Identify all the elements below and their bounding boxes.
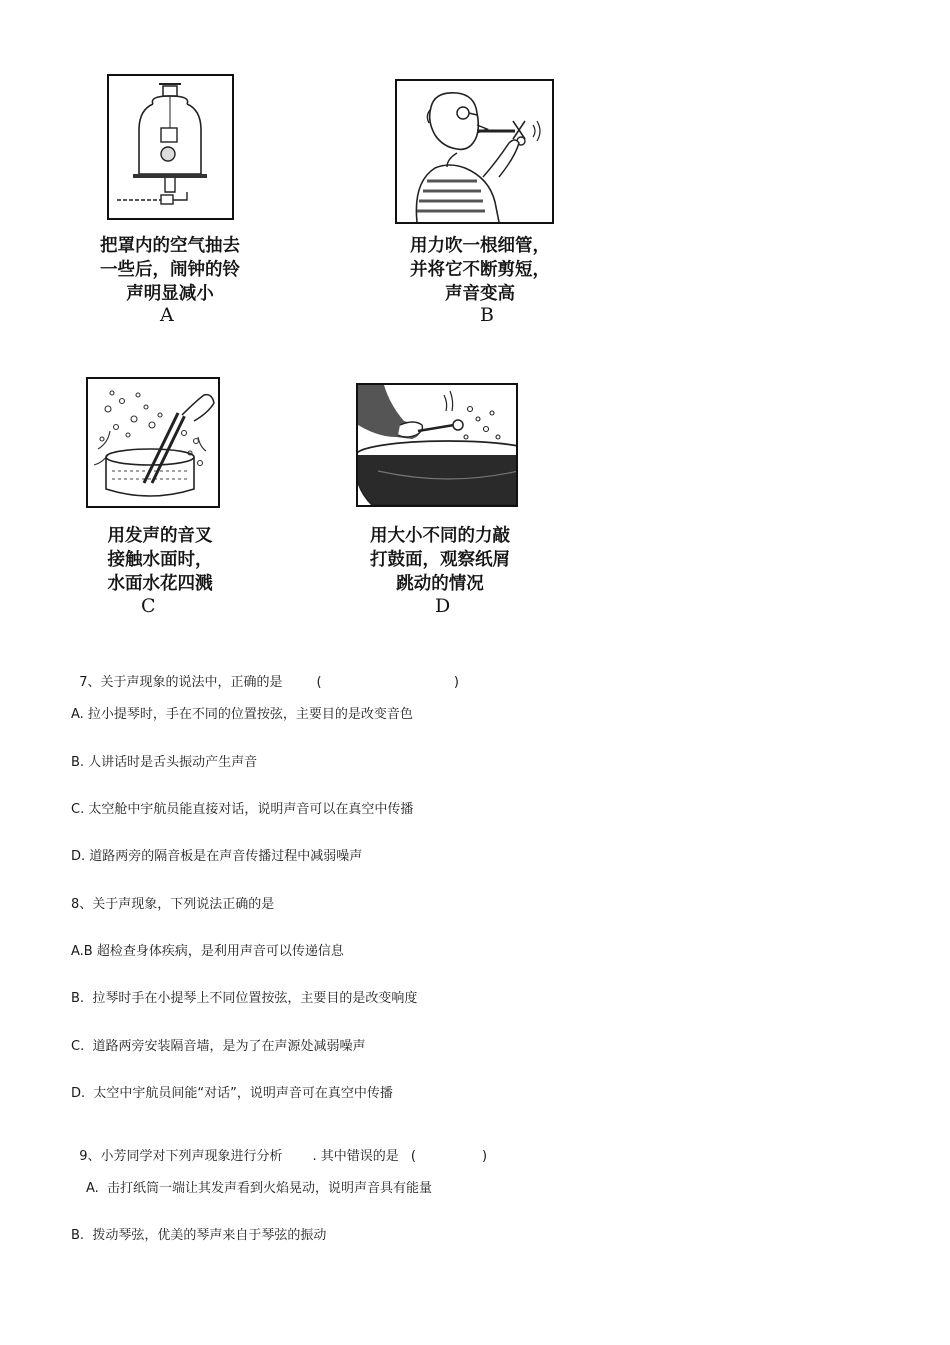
- question-8-stem: 8、关于声现象，下列说法正确的是: [71, 897, 275, 912]
- question-8-option-c: C. 道路两旁安装隔音墙，是为了在声源处减弱噪声: [71, 1039, 366, 1054]
- caption-line: 水面水花四溅: [107, 574, 213, 594]
- caption-line: 用发声的音叉: [107, 526, 213, 546]
- figure-b-label: B: [480, 304, 494, 326]
- figure-b-caption: [390, 234, 570, 306]
- caption-line: 用大小不同的力敲: [370, 526, 510, 546]
- figure-c-illustration: [86, 377, 220, 508]
- caption-line: 接触水面时，: [107, 550, 213, 570]
- question-8-option-d: D. 太空中宇航员间能“对话”，说明声音可在真空中传播: [71, 1086, 393, 1101]
- question-text-continued: . 其中错误的是: [312, 1149, 399, 1164]
- question-7-option-b: B. 人讲话时是舌头振动产生声音: [71, 755, 258, 770]
- answer-blank: ( ): [316, 675, 459, 690]
- question-7-option-d: D. 道路两旁的隔音板是在声音传播过程中减弱噪声: [71, 849, 363, 864]
- figure-c-label: C: [141, 595, 156, 617]
- bell-jar-icon: [109, 76, 232, 218]
- caption-line: 声明显减小: [126, 284, 214, 304]
- figure-a-caption: [80, 234, 260, 306]
- caption-line: 一些后，闹钟的铃: [100, 260, 240, 280]
- figure-d-label: D: [435, 595, 451, 617]
- question-7-option-c: C. 太空舱中宇航员能直接对话，说明声音可以在真空中传播: [71, 802, 414, 817]
- figure-d-caption: [350, 524, 530, 596]
- question-8-option-b: B. 拉琴时手在小提琴上不同位置按弦，主要目的是改变响度: [71, 991, 418, 1006]
- question-9-stem: [71, 1130, 487, 1164]
- question-9-option-b: B. 拨动琴弦，优美的琴声来自于琴弦的振动: [71, 1228, 327, 1243]
- caption-line: 用力吹一根细管，: [410, 236, 550, 256]
- man-blowing-tube-icon: [397, 81, 552, 222]
- question-text: 9、小芳同学对下列声现象进行分析: [79, 1149, 283, 1164]
- figure-a-label: A: [160, 304, 174, 326]
- figure-c-caption: [80, 524, 240, 596]
- figure-b-illustration: [395, 79, 554, 224]
- caption-line: 打鼓面，观察纸屑: [370, 550, 510, 570]
- question-text: 7、关于声现象的说法中，正确的是: [79, 675, 283, 690]
- caption-line: 跳动的情况: [396, 574, 484, 594]
- figure-d-illustration: [356, 383, 518, 507]
- question-7-option-a: A. 拉小提琴时，手在不同的位置按弦，主要目的是改变音色: [71, 707, 413, 722]
- drum-paper-scraps-icon: [358, 385, 516, 505]
- caption-line: 并将它不断剪短，: [410, 260, 550, 280]
- figure-a-illustration: [107, 74, 234, 220]
- tuning-fork-water-icon: [88, 379, 218, 506]
- caption-line: 声音变高: [445, 284, 515, 304]
- question-7-stem: [71, 656, 459, 690]
- question-8-option-a: A.B 超检查身体疾病，是利用声音可以传递信息: [71, 944, 344, 959]
- answer-blank: ( ): [410, 1149, 488, 1164]
- question-9-option-a: A. 击打纸筒一端让其发声看到火焰晃动，说明声音具有能量: [86, 1181, 433, 1196]
- caption-line: 把罩内的空气抽去: [100, 236, 240, 256]
